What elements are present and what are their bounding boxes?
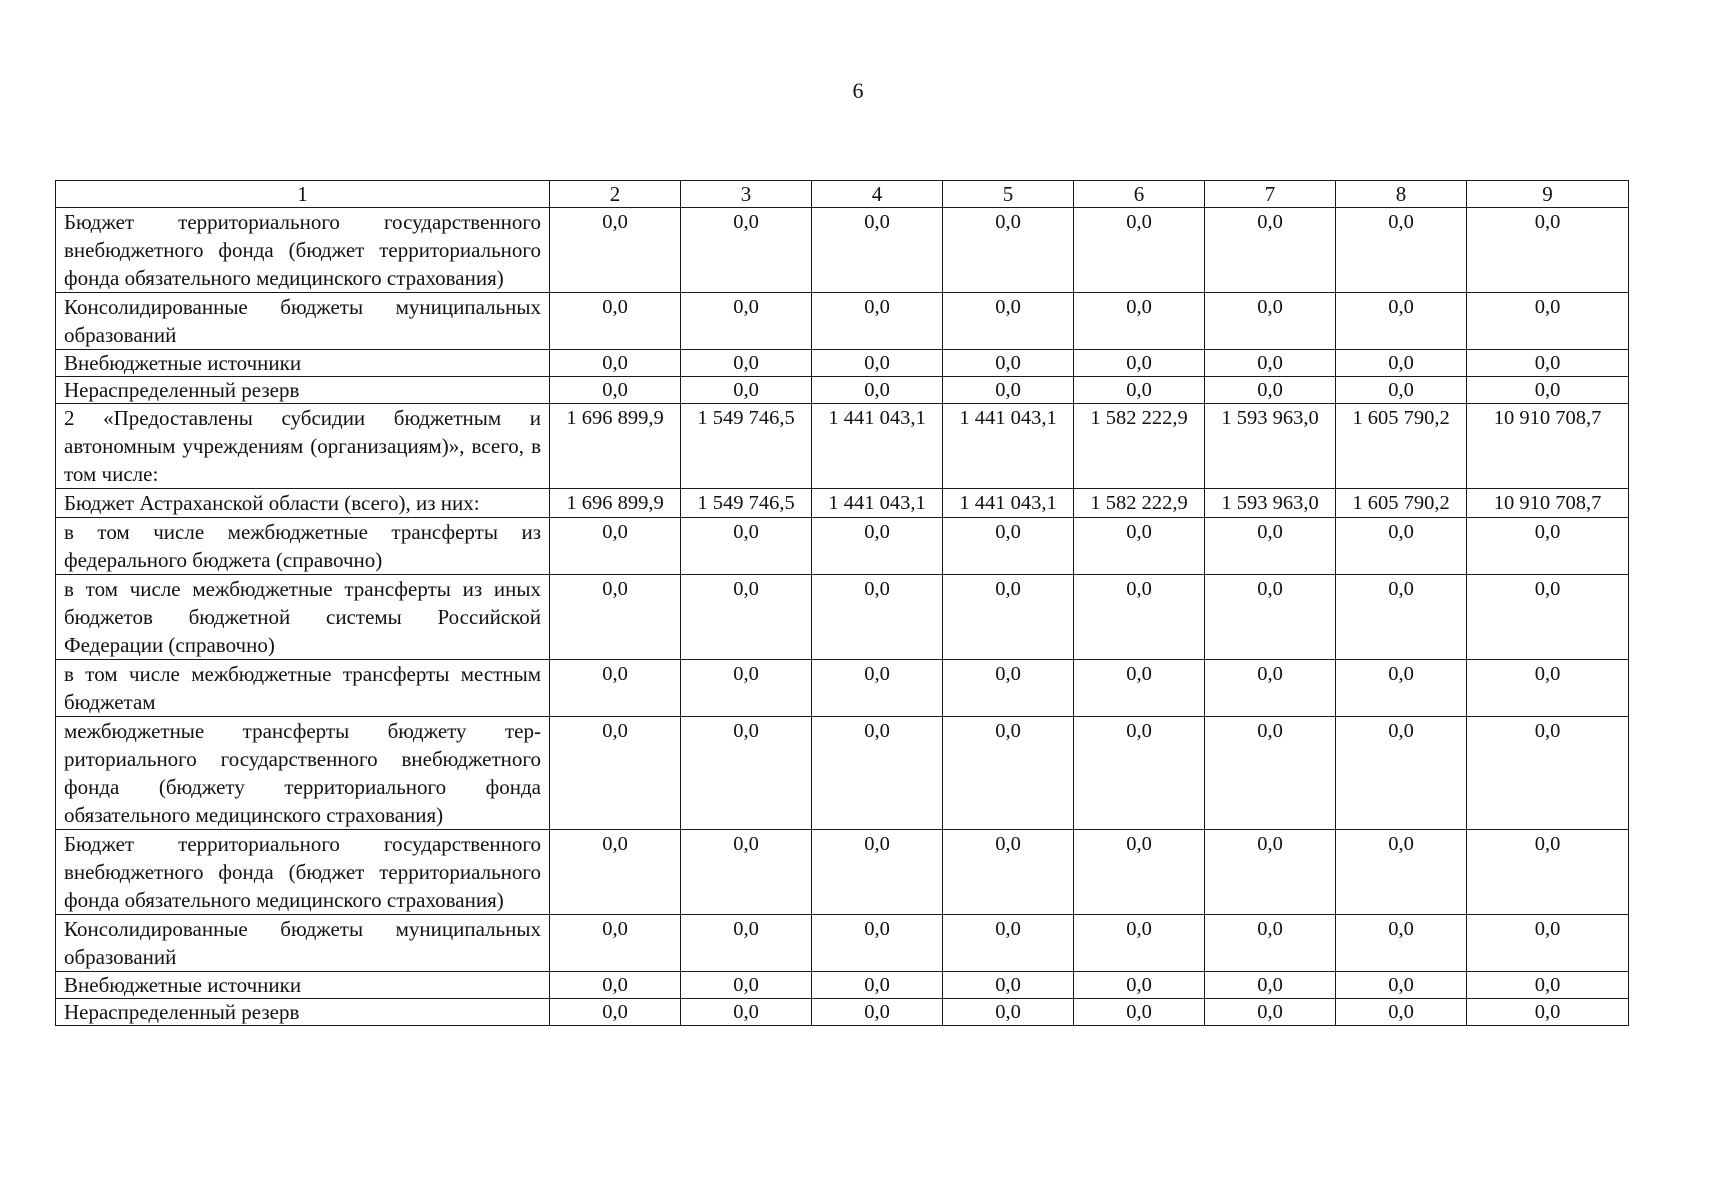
value-cell-col-3: 0,0 bbox=[681, 999, 812, 1026]
value-cell-col-9: 10 910 708,7 bbox=[1467, 489, 1629, 518]
value-cell-col-9: 0,0 bbox=[1467, 350, 1629, 377]
row-label: в том числе межбюджетные трансферты из иных бюджетов бюджетной системы Российской Федерации (справочно) bbox=[56, 575, 550, 660]
value-cell-col-4: 0,0 bbox=[812, 717, 943, 830]
value-cell-col-3: 0,0 bbox=[681, 972, 812, 999]
value-cell-col-8: 0,0 bbox=[1336, 717, 1467, 830]
value-cell-col-6: 0,0 bbox=[1074, 208, 1205, 293]
row-label: Нераспределенный резерв bbox=[56, 999, 550, 1026]
value-cell-col-2: 0,0 bbox=[550, 972, 681, 999]
value-cell-col-5: 0,0 bbox=[943, 350, 1074, 377]
value-cell-col-6: 0,0 bbox=[1074, 350, 1205, 377]
value-cell-col-7: 0,0 bbox=[1205, 830, 1336, 915]
column-header-5: 5 bbox=[943, 181, 1074, 208]
table-row bbox=[56, 293, 1629, 350]
value-cell-col-7: 1 593 963,0 bbox=[1205, 489, 1336, 518]
value-cell-col-2: 0,0 bbox=[550, 575, 681, 660]
value-cell-col-9: 0,0 bbox=[1467, 830, 1629, 915]
table-row bbox=[56, 915, 1629, 972]
table-row bbox=[56, 208, 1629, 293]
value-cell-col-6: 1 582 222,9 bbox=[1074, 489, 1205, 518]
row-label: 2 «Предоставлены субсидии бюджетным и автономным учреждениям (организациям)», всего, в том числе: bbox=[56, 404, 550, 489]
value-cell-col-4: 0,0 bbox=[812, 208, 943, 293]
value-cell-col-4: 0,0 bbox=[812, 660, 943, 717]
value-cell-col-7: 0,0 bbox=[1205, 518, 1336, 575]
value-cell-col-6: 0,0 bbox=[1074, 518, 1205, 575]
value-cell-col-7: 0,0 bbox=[1205, 377, 1336, 404]
value-cell-col-3: 0,0 bbox=[681, 915, 812, 972]
value-cell-col-2: 0,0 bbox=[550, 660, 681, 717]
value-cell-col-9: 0,0 bbox=[1467, 717, 1629, 830]
value-cell-col-5: 0,0 bbox=[943, 575, 1074, 660]
value-cell-col-9: 0,0 bbox=[1467, 999, 1629, 1026]
value-cell-col-3: 0,0 bbox=[681, 350, 812, 377]
value-cell-col-3: 0,0 bbox=[681, 717, 812, 830]
value-cell-col-9: 0,0 bbox=[1467, 377, 1629, 404]
value-cell-col-2: 1 696 899,9 bbox=[550, 489, 681, 518]
table-row bbox=[56, 830, 1629, 915]
row-label: Внебюджетные источники bbox=[56, 350, 550, 377]
value-cell-col-2: 0,0 bbox=[550, 377, 681, 404]
value-cell-col-9: 0,0 bbox=[1467, 208, 1629, 293]
value-cell-col-3: 1 549 746,5 bbox=[681, 404, 812, 489]
value-cell-col-9: 0,0 bbox=[1467, 293, 1629, 350]
value-cell-col-6: 0,0 bbox=[1074, 972, 1205, 999]
value-cell-col-8: 1 605 790,2 bbox=[1336, 404, 1467, 489]
value-cell-col-8: 0,0 bbox=[1336, 660, 1467, 717]
value-cell-col-3: 0,0 bbox=[681, 660, 812, 717]
value-cell-col-6: 0,0 bbox=[1074, 575, 1205, 660]
value-cell-col-8: 0,0 bbox=[1336, 350, 1467, 377]
value-cell-col-5: 0,0 bbox=[943, 915, 1074, 972]
value-cell-col-8: 1 605 790,2 bbox=[1336, 489, 1467, 518]
value-cell-col-7: 0,0 bbox=[1205, 972, 1336, 999]
column-header-4: 4 bbox=[812, 181, 943, 208]
value-cell-col-7: 1 593 963,0 bbox=[1205, 404, 1336, 489]
value-cell-col-6: 0,0 bbox=[1074, 660, 1205, 717]
column-header-6: 6 bbox=[1074, 181, 1205, 208]
value-cell-col-3: 0,0 bbox=[681, 575, 812, 660]
value-cell-col-4: 0,0 bbox=[812, 915, 943, 972]
column-header-8: 8 bbox=[1336, 181, 1467, 208]
value-cell-col-4: 1 441 043,1 bbox=[812, 489, 943, 518]
value-cell-col-4: 0,0 bbox=[812, 293, 943, 350]
row-label: Внебюджетные источники bbox=[56, 972, 550, 999]
value-cell-col-8: 0,0 bbox=[1336, 518, 1467, 575]
table-row bbox=[56, 404, 1629, 489]
row-label: Консолидированные бюджеты муниципальных образований bbox=[56, 915, 550, 972]
table-body bbox=[56, 181, 1629, 1026]
value-cell-col-8: 0,0 bbox=[1336, 972, 1467, 999]
row-label: Консолидированные бюджеты муниципальных образований bbox=[56, 293, 550, 350]
row-label: Бюджет территориального государственного внебюджетного фонда (бюджет территориального фонда обязательного медицинского страхования) bbox=[56, 830, 550, 915]
column-header-7: 7 bbox=[1205, 181, 1336, 208]
value-cell-col-8: 0,0 bbox=[1336, 915, 1467, 972]
row-label: в том числе межбюджетные трансферты местным бюджетам bbox=[56, 660, 550, 717]
value-cell-col-8: 0,0 bbox=[1336, 293, 1467, 350]
value-cell-col-2: 1 696 899,9 bbox=[550, 404, 681, 489]
value-cell-col-2: 0,0 bbox=[550, 717, 681, 830]
value-cell-col-6: 0,0 bbox=[1074, 293, 1205, 350]
value-cell-col-2: 0,0 bbox=[550, 518, 681, 575]
value-cell-col-3: 0,0 bbox=[681, 518, 812, 575]
row-label: Нераспределенный резерв bbox=[56, 377, 550, 404]
column-header-9: 9 bbox=[1467, 181, 1629, 208]
value-cell-col-3: 0,0 bbox=[681, 293, 812, 350]
value-cell-col-5: 0,0 bbox=[943, 518, 1074, 575]
value-cell-col-2: 0,0 bbox=[550, 999, 681, 1026]
value-cell-col-9: 0,0 bbox=[1467, 518, 1629, 575]
value-cell-col-4: 0,0 bbox=[812, 518, 943, 575]
value-cell-col-4: 0,0 bbox=[812, 999, 943, 1026]
table-row bbox=[56, 972, 1629, 999]
table-row bbox=[56, 999, 1629, 1026]
value-cell-col-9: 0,0 bbox=[1467, 972, 1629, 999]
budget-table bbox=[55, 180, 1629, 1026]
value-cell-col-4: 0,0 bbox=[812, 350, 943, 377]
column-header-1: 1 bbox=[56, 181, 550, 208]
table-row bbox=[56, 489, 1629, 518]
value-cell-col-6: 0,0 bbox=[1074, 999, 1205, 1026]
value-cell-col-7: 0,0 bbox=[1205, 999, 1336, 1026]
value-cell-col-5: 0,0 bbox=[943, 999, 1074, 1026]
value-cell-col-9: 0,0 bbox=[1467, 915, 1629, 972]
value-cell-col-4: 0,0 bbox=[812, 830, 943, 915]
value-cell-col-8: 0,0 bbox=[1336, 377, 1467, 404]
row-label: Бюджет Астраханской области (всего), из них: bbox=[56, 489, 550, 518]
value-cell-col-4: 0,0 bbox=[812, 377, 943, 404]
value-cell-col-4: 0,0 bbox=[812, 575, 943, 660]
value-cell-col-5: 0,0 bbox=[943, 377, 1074, 404]
value-cell-col-5: 0,0 bbox=[943, 660, 1074, 717]
page-number: 6 bbox=[852, 78, 864, 103]
value-cell-col-5: 1 441 043,1 bbox=[943, 489, 1074, 518]
value-cell-col-5: 1 441 043,1 bbox=[943, 404, 1074, 489]
table-row bbox=[56, 660, 1629, 717]
value-cell-col-3: 1 549 746,5 bbox=[681, 489, 812, 518]
value-cell-col-7: 0,0 bbox=[1205, 350, 1336, 377]
value-cell-col-4: 0,0 bbox=[812, 972, 943, 999]
value-cell-col-5: 0,0 bbox=[943, 972, 1074, 999]
value-cell-col-5: 0,0 bbox=[943, 717, 1074, 830]
value-cell-col-6: 0,0 bbox=[1074, 377, 1205, 404]
row-label: межбюджетные трансферты бюджету территориального государственного внебюджетного фонда (бюджету территориального фонда обязательного медицинского страхования) bbox=[56, 717, 550, 830]
header-row bbox=[56, 181, 1629, 208]
column-header-3: 3 bbox=[681, 181, 812, 208]
table-row bbox=[56, 518, 1629, 575]
row-label: Бюджет территориального государственного внебюджетного фонда (бюджет территориального фонда обязательного медицинского страхования) bbox=[56, 208, 550, 293]
value-cell-col-3: 0,0 bbox=[681, 830, 812, 915]
value-cell-col-8: 0,0 bbox=[1336, 575, 1467, 660]
value-cell-col-8: 0,0 bbox=[1336, 830, 1467, 915]
value-cell-col-7: 0,0 bbox=[1205, 717, 1336, 830]
value-cell-col-9: 0,0 bbox=[1467, 660, 1629, 717]
table-row bbox=[56, 717, 1629, 830]
value-cell-col-2: 0,0 bbox=[550, 915, 681, 972]
value-cell-col-3: 0,0 bbox=[681, 377, 812, 404]
value-cell-col-2: 0,0 bbox=[550, 208, 681, 293]
row-label: в том числе межбюджетные трансферты из федерального бюджета (справочно) bbox=[56, 518, 550, 575]
value-cell-col-3: 0,0 bbox=[681, 208, 812, 293]
table-row bbox=[56, 350, 1629, 377]
value-cell-col-7: 0,0 bbox=[1205, 293, 1336, 350]
column-header-2: 2 bbox=[550, 181, 681, 208]
value-cell-col-4: 1 441 043,1 bbox=[812, 404, 943, 489]
value-cell-col-6: 0,0 bbox=[1074, 915, 1205, 972]
value-cell-col-5: 0,0 bbox=[943, 830, 1074, 915]
table-row bbox=[56, 575, 1629, 660]
value-cell-col-6: 0,0 bbox=[1074, 830, 1205, 915]
value-cell-col-9: 0,0 bbox=[1467, 575, 1629, 660]
value-cell-col-6: 0,0 bbox=[1074, 717, 1205, 830]
value-cell-col-5: 0,0 bbox=[943, 293, 1074, 350]
value-cell-col-7: 0,0 bbox=[1205, 575, 1336, 660]
value-cell-col-8: 0,0 bbox=[1336, 208, 1467, 293]
value-cell-col-2: 0,0 bbox=[550, 830, 681, 915]
value-cell-col-2: 0,0 bbox=[550, 350, 681, 377]
value-cell-col-5: 0,0 bbox=[943, 208, 1074, 293]
value-cell-col-2: 0,0 bbox=[550, 293, 681, 350]
value-cell-col-7: 0,0 bbox=[1205, 208, 1336, 293]
value-cell-col-8: 0,0 bbox=[1336, 999, 1467, 1026]
value-cell-col-7: 0,0 bbox=[1205, 660, 1336, 717]
value-cell-col-6: 1 582 222,9 bbox=[1074, 404, 1205, 489]
table-row bbox=[56, 377, 1629, 404]
value-cell-col-7: 0,0 bbox=[1205, 915, 1336, 972]
value-cell-col-9: 10 910 708,7 bbox=[1467, 404, 1629, 489]
